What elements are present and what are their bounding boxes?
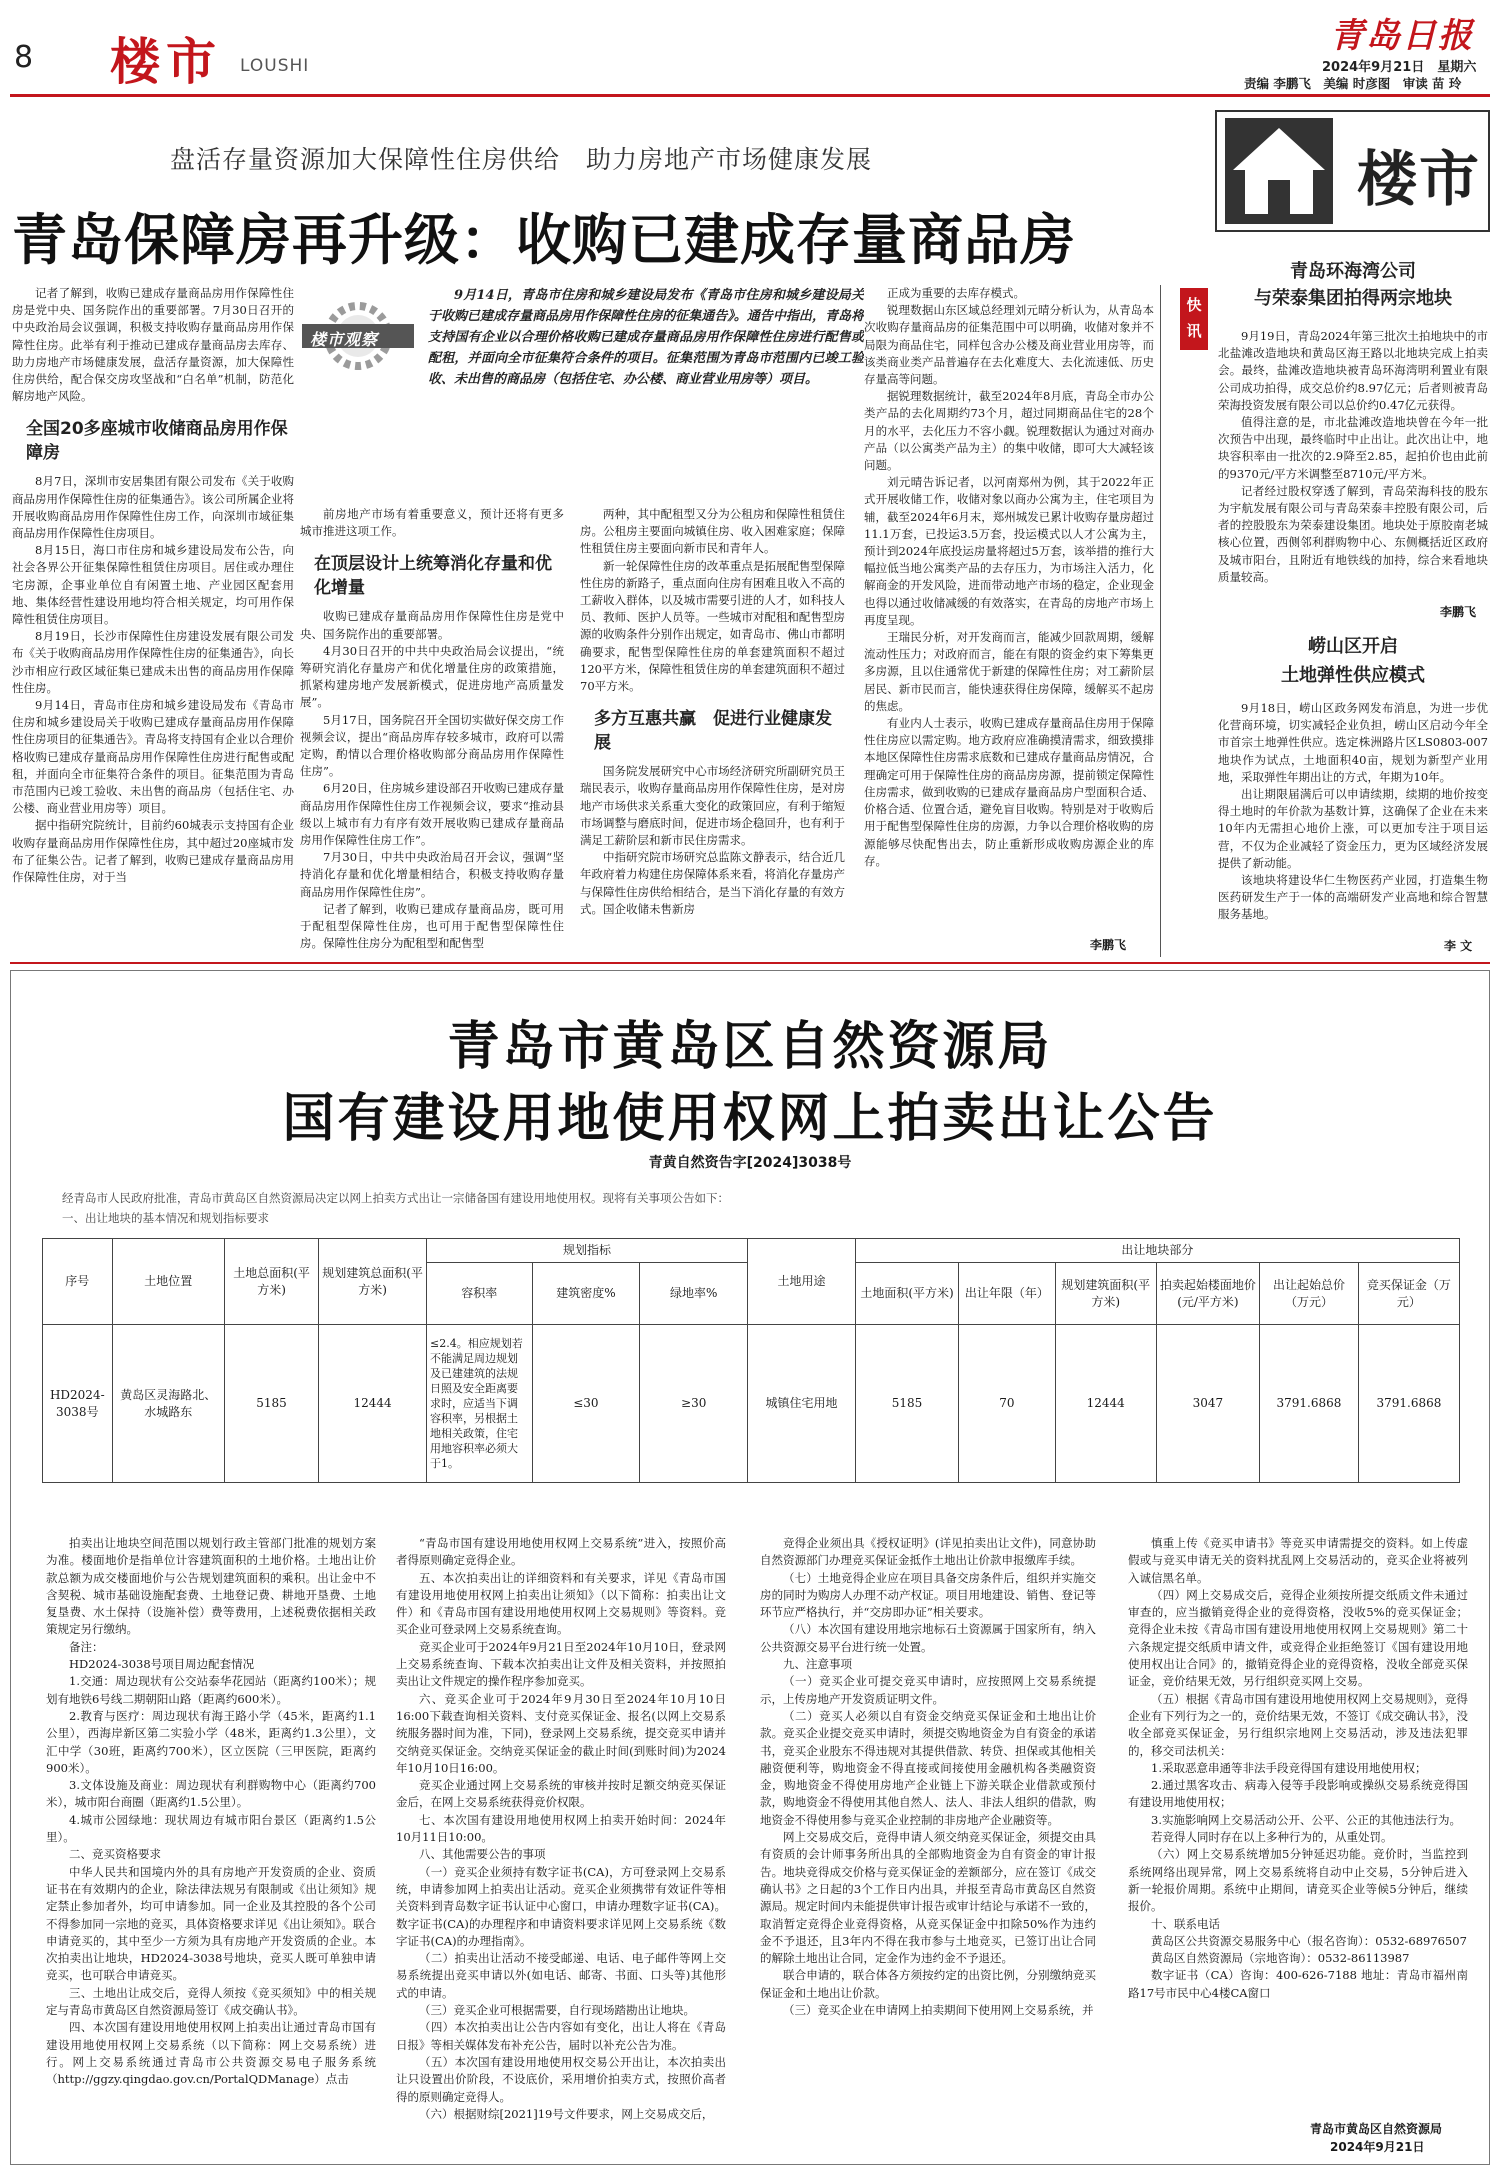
paragraph: 6月20日，住房城乡建设部召开收购已建成存量商品房用作保障性住房工作视频会议，要求“推动县级以上城市有力有序有效开展收购已建成存量商品房用作保障性住房工作”。: [300, 781, 564, 848]
lead-headline: 青岛保障房再升级：收购已建成存量商品房: [12, 207, 1077, 272]
paragraph: 中指研究院市场研究总监陈文静表示，结合近几年政府着力构建住房保障体系来看，将消化存量房产与保障性住房供给相结合，是当下消化存量的有效方式。国企收储未售新房: [580, 850, 845, 916]
paragraph: 黄岛区公共资源交易服务中心（报名咨询）：0532-68976507: [1151, 1933, 1467, 1948]
paragraph: 据锐理数据统计，截至2024年8月底，青岛全市办公类产品的去化周期约73个月，超过同期商品住宅的28个月的水平，去化压力不容小觑。锐理数据认为通过对商办产品（以公寓类产品为主）的集中收储，即可大大减轻该问题。: [864, 389, 1154, 473]
paragraph: 有业内人士表示，收购已建成存量商品住房用于保障性住房应以需定购。地方政府应准确摸清需求，细致摸排本地区保障性住房需求底数和已建成存量商品房情况，合理确定可用于保障性住房的商品房房源，提前锁定保障性住房需求，做到收购的已建成存量商品房户型面积合适、价格合适、位置合适，避免盲目收购。特别是对于收购后用于配售型保障性住房的房源，力争以合理价格收购的房源能够尽快配售出去，防止重新形成收购房源企业的库存。: [864, 716, 1154, 868]
paragraph: 4.城市公园绿地：现状周边有城市阳台景区（距离约1.5公里）。: [46, 1812, 376, 1845]
paragraph: 4月30日召开的中共中央政治局会议提出，“统筹研究消化存量房产和优化增量住房的政策措施，抓紧构建房地产发展新模式，促进房地产高质量发展”。: [300, 643, 564, 710]
table-cell: 3047: [1156, 1325, 1259, 1483]
section-rule: [10, 962, 1490, 964]
badge-label: 楼市观察: [310, 330, 379, 349]
paragraph: 竞买企业可于2024年9月21日至2024年10月10日，登录网上交易系统查询、下载本次拍卖出让文件及相关资料，并按照拍卖出让文件规定的操作程序参加竞买。: [396, 1639, 726, 1689]
notice-column-1: [46, 1535, 376, 2155]
table-cell: 5185: [224, 1325, 318, 1483]
table-cell: ≤30: [532, 1325, 640, 1483]
notice-signer: 青岛市黄岛区自然资源局: [1310, 2122, 1443, 2136]
page-header: [0, 0, 1500, 92]
paragraph: （五）本次国有建设用地使用权交易公开出让，本次拍卖出让只设置出价阶段，不设底价，采用增价拍卖方式，按照价高者得的原则确定竞得人。: [396, 2054, 726, 2104]
paragraph: （二）竞买人必须以自有资金交纳竞买保证金和土地出让价款。竞买企业提交竞买申请时，须提交购地资金为自有资金的承诺书，竞买企业股东不得违规对其提供借款、转贷、担保或其他相关融资便利等，购地资金不得直接或间接使用金融机构各类融资资金，购地资金不得使用房地产企业链上下游关联企业借款或预付款，购地资金不得使用其他自然人、法人、非法人组织的借款，购地资金不得使用参与竞买企业控制的非房地产企业融资等。: [760, 1708, 1096, 1827]
th-no: 序号: [43, 1239, 113, 1325]
paragraph: 新一轮保障性住房的改革重点是拓展配售型保障性住房的新路子，重点面向住房有困难且收入不高的工薪收入群体，以及城市需要引进的人才，如科技人员、教师、医护人员等。一些城市对配租和配售型房源的收购条件分别作出规定，如青岛市、佛山市都明确要求，配售型保障性住房的单套建筑面积不超过120平方米，保障性租赁住房的单套建筑面积不超过70平方米。: [580, 558, 845, 694]
th-use: 土地用途: [748, 1239, 856, 1325]
news-tag-label: 快讯: [1186, 296, 1202, 340]
paragraph: 2.教育与医疗：周边现状有海王路小学（45米，距离约1.1公里），西海岸新区第二实验小学（48米，距离约1.3公里），文汇中学（30班，距离约700米），区立医院（三甲医院，距离约900米）。: [46, 1708, 376, 1775]
th-start-price: 出让起始总价（万元）: [1260, 1263, 1359, 1325]
table-cell: 12444: [1055, 1325, 1156, 1483]
paragraph: 竞买企业通过网上交易系统的审核并按时足额交纳竞买保证金后，在网上交易系统获得竞价权限。: [396, 1778, 726, 1810]
paragraph: 国务院发展研究中心市场经济研究所副研究员王瑞民表示，收购存量商品房用作保障性住房，是对房地产市场供求关系重大变化的政策回应，有利于缩短市场调整与磨底时间，促进市场企稳回升，也有利于满足工薪阶层和新市民住房需求。: [580, 764, 845, 848]
paragraph: （三）竞买企业在申请网上拍卖期间下使用网上交易系统，并: [783, 2003, 1094, 2018]
sidebar-news1-title: 青岛环海湾公司 与荣泰集团拍得两宗地块: [1254, 261, 1452, 309]
th-sale-area: 土地面积(平方米): [855, 1263, 958, 1325]
subheading: 多方互惠共赢 促进行业健康发展: [594, 709, 832, 754]
th-plan-area: 规划建筑总面积(平方米): [319, 1239, 427, 1325]
paragraph: 2.通过黑客攻击、病毒入侵等手段影响或操纵交易系统竞得国有建设用地使用权；: [1128, 1778, 1468, 1810]
paragraph: 9月18日，崂山区政务网发布消息，为进一步优化营商环境，切实减轻企业负担，崂山区启动今年全市首宗土地弹性供应。选定株洲路片区LS0803-007地块作为试点，土地面积40亩，规划为新型产业用地，采取弹性年期出让的方式，年期为10年。: [1218, 701, 1488, 784]
paragraph: 锐理数据山东区域总经理刘元晴分析认为，从青岛本次收购存量商品房的征集范围中可以明确，收储对象并不局限为商品住宅，同样包含办公楼及商业营业用房等，而该类商业类产品普遍存在去化难度大、去化流速低、历史存量高等问题。: [864, 303, 1154, 387]
paragraph: （八）本次国有建设用地宗地标石土资源属于国家所有，纳入公共资源交易平台进行统一处置。: [760, 1622, 1096, 1654]
header-rule: [10, 94, 1490, 97]
sidebar-news2-byline: 李 文: [1444, 939, 1473, 953]
paragraph: 7月30日，中共中央政治局召开会议，强调“坚持消化存量和优化增量相结合，积极支持收购存量商品房用作保障性住房”。: [300, 850, 564, 899]
paragraph: 拍卖出让地块空间范围以规划行政主管部门批准的规划方案为准。楼面地价是指单位计容建筑面积的土地价格。土地出让价款总额为成交楼面地价与公告规划建筑面积的乘积。出让金中不含契税、城市基础设施配套费、土地登记费、耕地开垦费、土地复垦费、水土保持（设施补偿）费等费用，上述税费依据相关政策规定另行缴纳。: [46, 1536, 376, 1637]
paragraph: 8月15日，海口市住房和城乡建设局发布公告，向社会各界公开征集保障性租赁住房项目。居住或办理住宅房源，企事业单位自有闲置土地、产业园区配套用地、集体经营性建设用地均符合相关规定，均可用作保障性租赁住房项目。: [12, 543, 294, 627]
paragraph: 中华人民共和国境内外的具有房地产开发资质的企业、资质证书在有效期内的企业，除法律法规另有限制或《出让须知》规定禁止参加者外，均可申请参加。同一企业及其控股的各个公司不得参加同一宗地的竞买，具体资格要求详见《出让须知》。联合申请竞买的，其中至少一方须为具有房地产开发资质的企业。本次拍卖出让地块，HD2024-3038号地块，竞买人既可单独申请竞买，也可联合申请竞买。: [46, 1864, 376, 1983]
paragraph: （二）拍卖出让活动不接受邮递、电话、电子邮件等网上交易系统提出竞买申请以外(如电话、邮寄、书面、口头等)其他形式的申请。: [396, 1951, 726, 2000]
paragraph: 1.采取恶意串通等非法手段竞得国有建设用地使用权；: [1151, 1760, 1427, 1775]
paragraph: 联合申请的，联合体各方须按约定的出资比例，分别缴纳竞买保证金和土地出让价款。: [760, 1968, 1096, 2000]
table-row: [43, 1325, 1460, 1483]
th-floor-price: 拍卖起始楼面地价(元/平方米): [1156, 1263, 1259, 1325]
table-cell: 城镇住宅用地: [748, 1325, 856, 1483]
lead-column-4: [864, 285, 1154, 957]
paragraph: 六、竞买企业可于2024年9月30日至2024年10月10日16:00下载查询相关资料、支付竞买保证金、报名(以网上交易系统服务器时间为准，下同)，登录网上交易系统，提交竞买申请并交纳竞买保证金。交纳竞买保证金的截止时间(到账时间)为2024年10月10日16:00。: [396, 1691, 726, 1775]
editor-credits: 责编 李鹏飞 美编 时彦图 审读 苗 玲: [1244, 76, 1462, 91]
paragraph: 正成为重要的去库存模式。: [887, 286, 1025, 300]
paragraph: 9月19日，青岛2024年第三批次土拍地块中的市北盐滩改造地块和黄岛区海王路以北地块完成上拍卖会。最终，盐滩改造地块被青岛环海湾明利置业有限公司成功拍得，成交总价约8.97亿元；后者则被青岛荣海投资发展有限公司以总价约0.47亿元获得。: [1218, 329, 1488, 412]
th-far: 容积率: [426, 1263, 532, 1325]
paragraph: （六）根据财综[2021]19号文件要求，网上交易成交后，: [419, 2106, 714, 2121]
sidebar-logo-text: 楼市: [1357, 145, 1481, 215]
paragraph: 前房地产市场有着重要意义，预计还将有更多城市推进这项工作。: [300, 507, 564, 539]
paragraph: 值得注意的是，市北盐滩改造地块曾在今年一批次预告中出现，最终临时中止出让。此次出让中，地块容积率由一批次的2.9降至2.85，起拍价也由此前的9370元/平方米调整至8710元/平方米。: [1218, 415, 1488, 481]
notice-column-2: [396, 1535, 726, 2155]
land-table: [42, 1238, 1460, 1484]
paragraph: 该地块将建设华仁生物医药产业园，打造集生物医药研发生产于一体的高端研发产业高地和综合智慧服务基地。: [1218, 873, 1488, 922]
subheading: 在顶层设计上统筹消化存量和优化增量: [314, 554, 552, 599]
paragraph: （一）竞买企业可提交竞买申请时，应按照网上交易系统提示，上传房地产开发资质证明文件。: [760, 1674, 1096, 1706]
notice-docno: 青黄自然资告字[2024]3038号: [648, 1155, 852, 1171]
issue-date: 2024年9月21日 星期六: [1322, 60, 1477, 75]
notice-title-line2: 国有建设用地使用权网上拍卖出让公告: [282, 1088, 1218, 1149]
lead-byline: 李鹏飞: [1090, 938, 1127, 952]
th-deposit: 竞买保证金（万元）: [1358, 1263, 1459, 1325]
lead-column-divider: [1160, 285, 1161, 957]
paragraph: 四、本次国有建设用地使用权网上拍卖出让通过青岛市国有建设用地使用权网上交易系统（以下简称：网上交易系统）进行。网上交易系统通过青岛市公共资源交易电子服务系统（http://ggzy.qingdao.gov.cn/PortalQDManage）点击: [46, 2020, 376, 2087]
paragraph: 3.实施影响网上交易活动公开、公平、公正的其他违法行为。: [1151, 1812, 1461, 1827]
section-title: 楼市: [110, 32, 222, 91]
lead-kicker: 盘活存量资源加大保障性住房供给 助力房地产市场健康发展: [170, 145, 873, 174]
paragraph: 记者了解到，收购已建成存量商品房，既可用于配租型保障性住房，也可用于配售型保障性住房。保障性住房分为配租型和配售型: [300, 901, 564, 951]
paragraph: （五）根据《青岛市国有建设用地使用权网上交易规则》，竞得企业有下列行为之一的，竞价结果无效，不签订《成交确认书》，没收全部竞买保证金，另行组织宗地网上交易活动，涉及违法犯罪的，移交司法机关：: [1128, 1691, 1468, 1758]
paragraph: 8月7日，深圳市安居集团有限公司发布《关于收购商品房用作保障性住房的征集通告》。该公司所属企业将开展收购商品房用作保障性住房工作，向深圳市域征集商品房用作保障性住房项目。: [12, 474, 294, 541]
paragraph: 二、竞买资格要求: [69, 1847, 161, 1862]
column-badge: [302, 298, 414, 374]
th-group-plan: 规划指标: [426, 1239, 747, 1263]
paragraph: （六）网上交易系统增加5分钟延迟功能。竞价时，当监控到系统网络出现异常，网上交易系统将自动中止交易，5分钟后进入新一轮报价周期。系统中止期间，请竞买企业等候5分钟后，继续报价。: [1128, 1847, 1468, 1914]
table-cell: 70: [959, 1325, 1056, 1483]
th-area: 土地总面积(平方米): [224, 1239, 318, 1325]
paragraph: 黄岛区自然资源局（宗地咨询）：0532-86113987: [1151, 1951, 1410, 1966]
paragraph: （一）竞买企业须持有数字证书(CA)，方可登录网上交易系统，申请参加网上拍卖出让活动。竞买企业须携带有效证件等相关资料到青岛数字证书认证中心窗口，申请办理数字证书(CA)。数字证书(CA)的办理程序和申请资料要求详见网上交易系统《数字证书(CA)的办理指南》。: [396, 1864, 726, 1948]
paragraph: （三）竞买企业可根据需要，自行现场踏勘出让地块。: [419, 2003, 695, 2018]
th-location: 土地位置: [112, 1239, 224, 1325]
notice-title-line1: 青岛市黄岛区自然资源局: [447, 1016, 1053, 1077]
table-cell: 3791.6868: [1260, 1325, 1359, 1483]
paragraph: 1.交通：周边现状有公交站泰华花园站（距离约100米）；规划有地铁6号线二期朝阳山路（距离约600米）。: [46, 1674, 376, 1706]
paragraph: 九、注意事项: [783, 1657, 852, 1672]
paragraph: HD2024-3038号项目周边配套情况: [69, 1657, 255, 1672]
paragraph: 竞得企业须出具《授权证明》(详见拍卖出让文件)，同意协助自然资源部门办理竞买保证金抵作土地出让价款申报缴库手续。: [760, 1536, 1096, 1568]
paragraph: 3.文体设施及商业：周边现状有利群购物中心（距离约700米），城市阳台商圈（距离约1.5公里）。: [46, 1778, 376, 1810]
paragraph: 十、联系电话: [1151, 1916, 1220, 1931]
table-cell: HD2024-3038号: [43, 1325, 113, 1483]
paragraph: 9月14日，青岛市住房和城乡建设局发布《青岛市住房和城乡建设局关于收购已建成存量商品房用作保障性住房项目的征集通告》。青岛将支持国有企业以合理价格收购已建成存量商品房用作保障性住房进行配售或配租，并面向全市征集符合条件的项目。征集范围为青岛市范围内已竣工验收、未出售的商品房（包括住宅、办公楼、商业营业用房等）项目。: [12, 698, 294, 816]
table-cell: 12444: [319, 1325, 427, 1483]
lead-column-2: [300, 506, 564, 956]
notice-column-4: [1128, 1535, 1468, 2095]
table-cell: ≤2.4。相应规划若不能满足周边规划及已建建筑的法规日照及安全距离要求时，应适当下调容积率，另根据土地相关政策，住宅用地容积率必须大于1。: [426, 1325, 532, 1483]
page-number: 8: [14, 40, 34, 75]
th-years: 出让年限（年）: [959, 1263, 1056, 1325]
section-title-en: LOUSHI: [240, 56, 310, 76]
paragraph: 8月19日，长沙市保障性住房建设发展有限公司发布《关于收购商品房用作保障性住房的征集通告》，向长沙市相应行政区域征集已建成未出售的商品房用作保障性住房。: [12, 629, 294, 695]
th-density: 建筑密度%: [532, 1263, 640, 1325]
paragraph: 三、土地出让成交后，竞得人须按《竞买须知》中的相关规定与青岛市黄岛区自然资源局签订《成交确认书》。: [46, 1985, 376, 2018]
newspaper-logo: 青岛日报: [1330, 16, 1474, 56]
sidebar-news2-body: [1218, 700, 1488, 938]
paragraph: 备注：: [69, 1639, 104, 1654]
paragraph: 五、本次拍卖出让的详细资料和有关要求，详见《青岛市国有建设用地使用权网上拍卖出让须知》（以下简称：拍卖出让文件）和《青岛市国有建设用地使用权网上交易规则》等资料。竞买企业可登录网上交易系统查询。: [396, 1570, 726, 1637]
notice-sign-date: 2024年9月21日: [1330, 2140, 1425, 2154]
th-sale-plan: 规划建筑面积(平方米): [1055, 1263, 1156, 1325]
subheading: 全国20多座城市收储商品房用作保障房: [26, 419, 288, 464]
notice-preamble: 经青岛市人民政府批准，青岛市黄岛区自然资源局决定以网上拍卖方式出让一宗储备国有建设用地使用权。现将有关事项公告如下：: [62, 1191, 729, 1205]
paragraph: （七）土地竞得企业应在项目具备交房条件后，组织并实施交房的同时为购房人办理不动产权证。项目用地建设、销售、登记等环节应严格执行，并“交房即办证”相关要求。: [760, 1570, 1096, 1620]
sidebar-news1-byline: 李鹏飞: [1440, 605, 1477, 619]
sidebar-news2-title: 崂山区开启 土地弹性供应模式: [1281, 636, 1425, 686]
paragraph: 七、本次国有建设用地使用权网上拍卖开始时间：2024年10月11日10:00。: [396, 1812, 726, 1845]
paragraph: 记者经过股权穿透了解到，青岛荣海科技的股东为宇航发展有限公司与青岛荣泰丰控股有限公司，后者的控股股东为荣泰建设集团。地块处于原胶南老城核心位置，西侧邻利群购物中心、东侧概括近区政府及城市阳台，且附近有地铁线的加持，综合来看地块质量较高。: [1218, 483, 1488, 584]
table-cell: 5185: [855, 1325, 958, 1483]
paragraph: 5月17日，国务院召开全国切实做好保交房工作视频会议，提出“商品房库存较多城市，政府可以需定购，酌情以合理价格收购部分商品房用作保障性住房”。: [300, 712, 564, 779]
paragraph: 出让期限届满后可以申请续期，续期的地价按变得土地时的年价款为基数计算，这确保了企业在未来10年内无需担心地价上涨，可以更加专注于项目运营，不仅为企业减轻了资金压力，更为区域经济发展提供了新动能。: [1218, 787, 1488, 870]
paragraph: 若竞得人同时存在以上多种行为的，从重处罚。: [1151, 1830, 1393, 1845]
paragraph: 数字证书（CA）咨询：400-626-7188 地址：青岛市福州南路17号市民中心4楼CA窗口: [1128, 1968, 1468, 2000]
house-icon: [1225, 118, 1333, 224]
paragraph: 慎重上传《竞买申请书》等竞买申请需提交的资料。如上传虚假或与竞买申请无关的资料扰乱网上交易活动的，竞买企业将被列入诚信黑名单。: [1128, 1536, 1468, 1585]
sidebar-logo: [1215, 110, 1490, 232]
paragraph: 记者了解到，收购已建成存量商品房用作保障性住房是党中央、国务院作出的重要部署。7月30日召开的中央政治局会议强调，积极支持收购存量商品房用作保障性住房。此举有利于推动已建成存量商品房去库存、助力房地产市场健康发展，盘活存量资源，加大保障性住房供给，配合保交房攻坚战和“白名单”机制，防范化解房地产风险。: [12, 286, 294, 404]
paragraph: （四）本次拍卖出让公告内容如有变化，出让人将在《青岛日报》等相关媒体发布补充公告，届时以补充公告为准。: [396, 2020, 726, 2052]
paragraph: 刘元晴告诉记者，以河南郑州为例，其于2022年正式开展收储工作，收储对象以商办公寓为主，住宅项目为辅，截至2024年6月末，郑州城发已累计收购存量房超过11.1万套，已投运3.5万套，投运模式以人才公寓为主，预计到2024年底投运房量将超过5万套，该举措的推行大幅拉低当地公寓类产品的去存压力，为市场注入活力，化解商金的开发风险，进而带动地产市场的稳定，企业现金也得以通过收储减缓的有效落实，在青岛的房地产市场上再度呈现。: [864, 475, 1154, 627]
paragraph: 王瑞民分析，对开发商而言，能减少回款周期，缓解流动性压力；对政府而言，能在有限的资金约束下筹集更多房源，且以住通常优于新建的保障性住房；对工薪阶层居民、新市民而言，能快速获得住房保障，缓解买不起房的焦虑。: [864, 630, 1154, 713]
th-green: 绿地率%: [640, 1263, 748, 1325]
news-tag: [1180, 288, 1208, 350]
lead-column-3: [580, 506, 845, 956]
table-cell: ≥30: [640, 1325, 748, 1483]
paragraph: 收购已建成存量商品房用作保障性住房是党中央、国务院作出的重要部署。: [300, 609, 564, 641]
paragraph: “青岛市国有建设用地使用权网上交易系统”进入，按照价高者得原则确定竞得企业。: [396, 1536, 726, 1568]
paragraph: 网上交易成交后，竞得申请人须交纳竞买保证金，须提交由具有资质的会计师事务所出具的全部购地资金为自有资金的审计报告。地块竞得成交价格与竞买保证金的差额部分，应在签订《成交确认书》之日起的3个工作日内出具，并报至青岛市黄岛区自然资源局。规定时间内未能提供审计报告或审计结论与承诺不一致的，取消暂定竞得企业竞得资格，从竞买保证金中扣除50%作为违约金不予退还，且3年内不得在我市参与土地竞买，已签订出让合同的解除土地出让合同，定金作为违约金不予退还。: [760, 1830, 1096, 1966]
notice-column-3: [760, 1535, 1096, 2155]
paragraph: （四）网上交易成交后，竞得企业须按所提交纸质文件未通过审查的，应当撤销竞得企业的竞得资格，没收5%的竞买保证金；竞得企业未按《青岛市国有建设用地使用权网上交易规则》第二十六条规定提交纸质申请文件，或竞得企业拒绝签订《国有建设用地使用权出让合同》的，撤销竞得企业的竞得资格，没收全部竞买保证金，竞价结果无效，另行组织竞买网上交易。: [1128, 1587, 1468, 1689]
table-cell: 黄岛区灵海路北、水城路东: [112, 1325, 224, 1483]
th-group-sale: 出让地块部分: [855, 1239, 1459, 1263]
sidebar-news1-body: [1218, 328, 1488, 598]
lead-intro: 9月14日，青岛市住房和城乡建设局发布《青岛市住房和城乡建设局关于收购已建成存量商品房用作保障性住房的征集通告》。通告中指出，青岛将支持国有企业以合理价格收购已建成存量商品房用作保障性住房进行配售或配租，并面向全市征集符合条件的项目。征集范围为青岛市范围内已竣工验收、未出售的商品房（包括住宅、办公楼、商业营业用房等）项目。: [428, 288, 864, 387]
lead-column-1: [12, 285, 294, 957]
notice-section1: 一、出让地块的基本情况和规划指标要求: [62, 1211, 269, 1225]
paragraph: 两种，其中配租型又分为公租房和保障性租赁住房。公租房主要面向城镇住房、收入困难家庭；保障性租赁住房主要面向新市民和青年人。: [580, 507, 845, 556]
paragraph: 八、其他需要公告的事项: [419, 1847, 546, 1862]
table-cell: 3791.6868: [1358, 1325, 1459, 1483]
paragraph: 据中指研究院统计，目前约60城表示支持国有企业收购存量商品房用作保障性住房，其中超过20座城市发布了征集公告。记者了解到，收购已建成存量商品房用作保障性住房，对于当: [12, 818, 294, 885]
